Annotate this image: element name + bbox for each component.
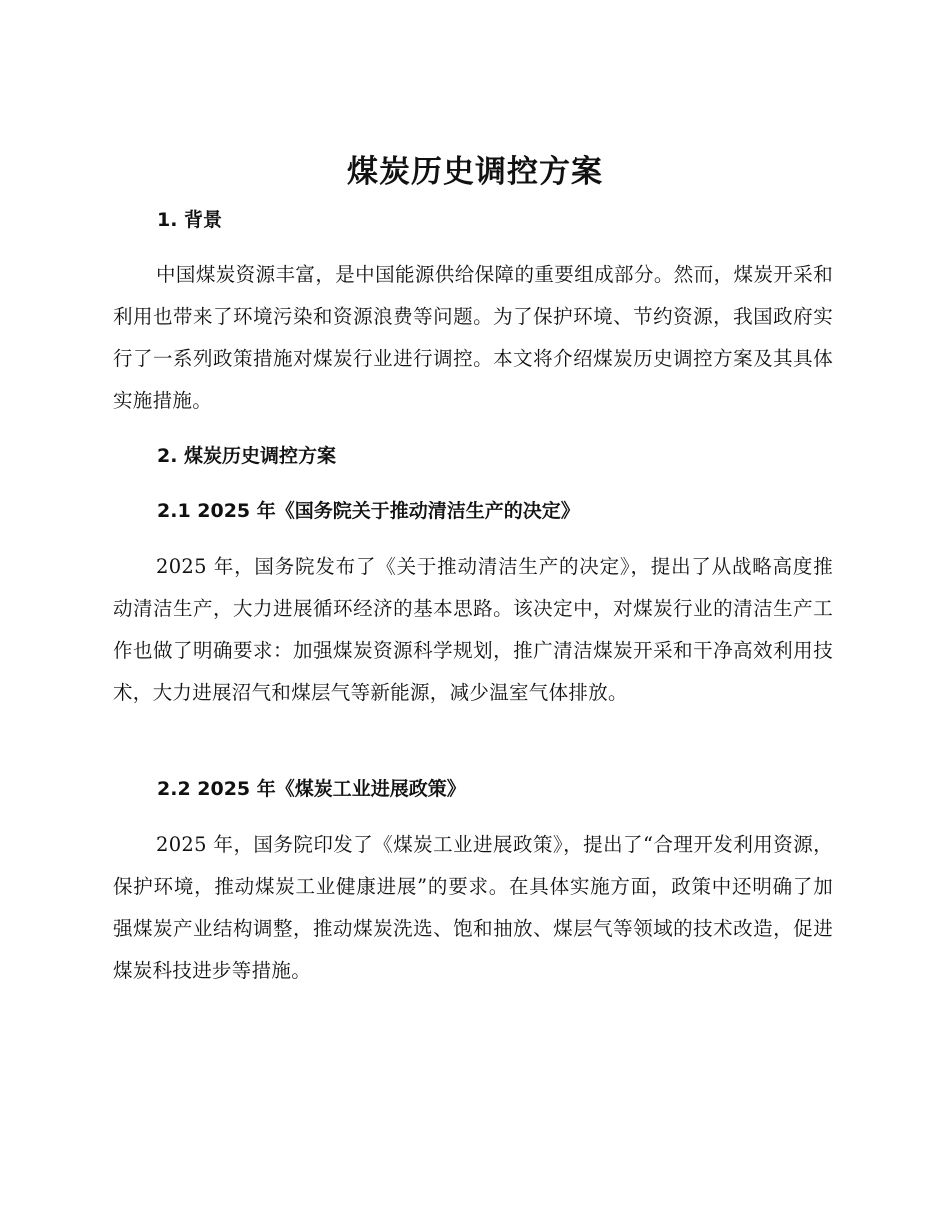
- paragraph-background: 中国煤炭资源丰富，是中国能源供给保障的重要组成部分。然而，煤炭开采和利用也带来了环境污染和资源浪费等问题。为了保护环境、节约资源，我国政府实行了一系列政策措施对煤炭行业进行调控。本文将介绍煤炭历史调控方案及其具体实施措施。: [113, 263, 833, 412]
- section-heading-background: 1. 背景: [157, 209, 223, 231]
- paragraph-clean-production: 2025 年，国务院发布了《关于推动清洁生产的决定》，提出了从战略高度推动清洁生产，大力进展循环经济的基本思路。该决定中，对煤炭行业的清洁生产工作也做了明确要求：加强煤炭资源科学规划，推广清洁煤炭开采和干净高效利用技术，大力进展沼气和煤层气等新能源，减少温室气体排放。: [113, 555, 833, 704]
- section-heading-regulation-plan: 2. 煤炭历史调控方案: [157, 445, 337, 467]
- subsection-heading-coal-industry-policy: 2.2 2025 年《煤炭工业进展政策》: [157, 778, 466, 800]
- subsection-heading-clean-production: 2.1 2025 年《国务院关于推动清洁生产的决定》: [157, 500, 580, 522]
- document-title: 煤炭历史调控方案: [347, 154, 603, 190]
- paragraph-coal-industry-policy: 2025 年，国务院印发了《煤炭工业进展政策》，提出了“合理开发利用资源，保护环境，推动煤炭工业健康进展”的要求。在具体实施方面，政策中还明确了加强煤炭产业结构调整，推动煤炭洗选、饱和抽放、煤层气等领域的技术改造，促进煤炭科技进步等措施。: [113, 833, 833, 982]
